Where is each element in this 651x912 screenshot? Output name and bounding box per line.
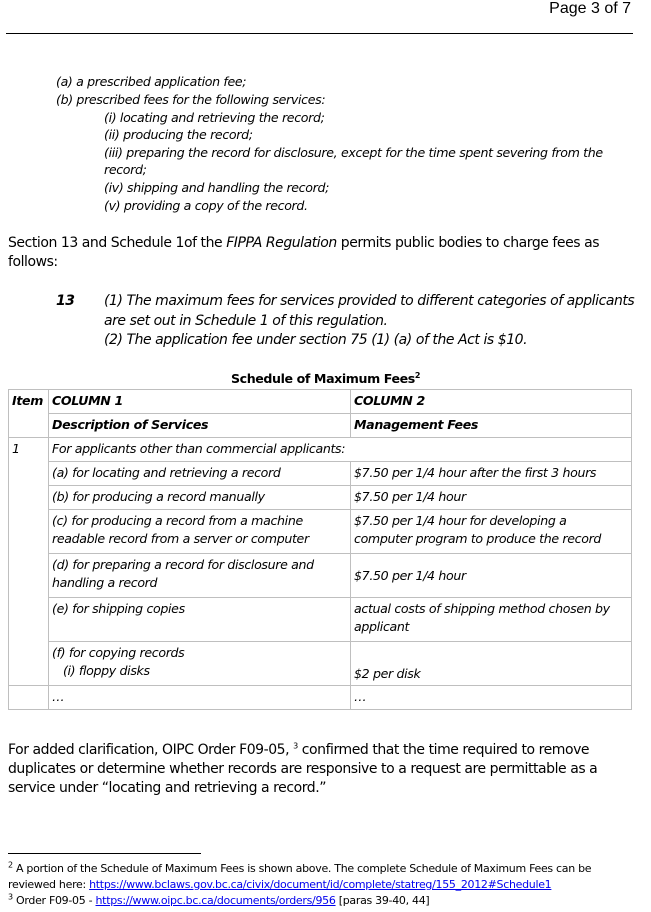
table-row [9,554,632,598]
table-row [9,486,632,510]
bclaws-link[interactable]: https://www.bclaws.gov.bc.ca/civix/document/id/complete/statreg/155_2012#Schedule1 [89,878,552,891]
group-label: For applicants other than commercial applicants: [49,438,632,462]
fee-cell: $7.50 per 1/4 hour [351,486,632,510]
table-title [0,371,651,386]
fee-cell: $7.50 per 1/4 hour [351,554,632,598]
fee-cell: $7.50 per 1/4 hour after the first 3 hours [351,462,632,486]
sublist-item-i: (i) locating and retrieving the record; [104,110,325,125]
list-item-a: (a) a prescribed application fee; [56,74,247,89]
item-cell-empty [9,414,49,438]
service-cell [49,642,351,686]
footnote-divider [8,853,201,854]
footnote-text: reviewed here: [8,878,90,891]
footnote-marker: 2 [8,860,13,870]
table-row [9,598,632,642]
footnote-suffix: [paras 39-40, 44] [335,894,430,907]
item-cell-empty [9,686,49,710]
footnote-2-line2 [8,878,551,891]
intro-text-line2: follows: [8,254,58,270]
clarification-paragraph [8,741,633,798]
fee-cell: $2 per disk [351,642,632,686]
item-cell-empty [9,598,49,642]
fee-schedule-table [8,389,632,710]
section-number: 13 [56,293,75,309]
sublist-item-v: (v) providing a copy of the record. [104,198,308,213]
item-cell-empty [9,486,49,510]
footnote-ref-3[interactable]: 3 [293,741,298,751]
section-line-2: are set out in Schedule 1 of this regulation. [104,313,388,329]
service-cell: (d) for preparing a record for disclosure and handling a record [49,554,351,598]
service-subtext: (i) floppy disks [62,663,150,678]
service-cell: (e) for shipping copies [49,598,351,642]
service-cell: (c) for producing a record from a machine readable record from a server or computer [49,510,351,554]
table-ellipsis-row [9,686,632,710]
footnote-ref-2[interactable]: 2 [414,370,421,380]
list-item-b: (b) prescribed fees for the following services: [56,92,326,107]
footnote-3 [8,894,429,907]
table-row [9,510,632,554]
table-subheader-row [9,414,632,438]
table-row [9,462,632,486]
header-divider [6,33,633,34]
fee-cell: … [351,686,632,710]
intro-text-cont: permits public bodies to charge fees as [336,235,600,251]
table-title-text: Schedule of Maximum Fees [230,371,415,386]
sublist-item-iii-cont: record; [104,162,147,177]
item-cell-empty [9,554,49,598]
clarification-text-cont: confirmed that the time required to remove [297,742,590,758]
table-group-row [9,438,632,462]
header-item: Item [9,390,49,414]
table-row [9,642,632,686]
footnote-text: A portion of the Schedule of Maximum Fees is shown above. The complete Schedule of Maximum Fees can be [12,862,592,875]
sublist-item-iii: (iii) preparing the record for disclosure, except for the time spent severing from the [104,145,603,160]
fee-cell: $7.50 per 1/4 hour for developing a computer program to produce the record [351,510,632,554]
header-column1: COLUMN 1 [49,390,351,414]
item-cell-empty [9,462,49,486]
sublist-item-iv: (iv) shipping and handling the record; [104,180,329,195]
clarification-line2: duplicates or determine whether records are responsive to a request are permittable as a [8,761,598,777]
regulation-name: FIPPA Regulation [226,235,337,251]
footnote-text: Order F09-05 - [12,894,96,907]
item-number: 1 [9,438,49,462]
sublist-item-ii: (ii) producing the record; [104,127,253,142]
section-line-1: (1) The maximum fees for services provided to different categories of applicants [104,293,635,309]
service-cell: (a) for locating and retrieving a record [49,462,351,486]
fee-cell: actual costs of shipping method chosen by applicant [351,598,632,642]
clarification-text: For added clarification, OIPC Order F09-05, [8,742,294,758]
header-column2-sub: Management Fees [351,414,632,438]
service-cell: … [49,686,351,710]
oipc-link[interactable]: https://www.oipc.bc.ca/documents/orders/956 [95,894,336,907]
table-header-row [9,390,632,414]
item-cell-empty [9,510,49,554]
header-column2: COLUMN 2 [351,390,632,414]
intro-paragraph [8,234,633,272]
service-cell: (b) for producing a record manually [49,486,351,510]
clarification-line3: service under “locating and retrieving a record.” [8,780,327,796]
page-indicator: Page 3 of 7 [549,0,631,17]
footnote-2 [8,862,591,875]
section-line-3: (2) The application fee under section 75 (1) (a) of the Act is $10. [104,332,528,348]
header-column1-sub: Description of Services [49,414,351,438]
item-cell-empty [9,642,49,686]
intro-text: Section 13 and Schedule 1of the [8,235,227,251]
footnote-marker: 3 [8,892,13,902]
service-text: (f) for copying records [52,645,185,660]
